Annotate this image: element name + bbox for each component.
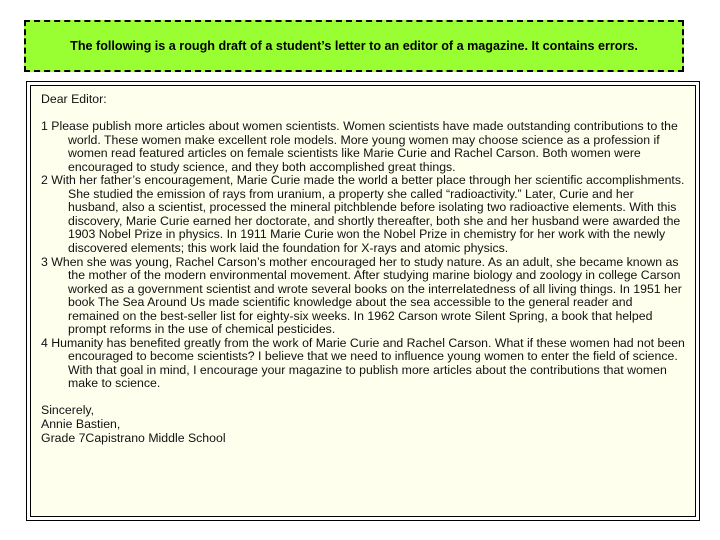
paragraph-2: 2 With her father’s encouragement, Marie Curie made the world a better place through her scientific accomplishments. She studied the emission of rays from uranium, a property she called “radioactivity.” Later, Curie and her husband, also a scientist, processed the mineral pitchblende before isolating two radioactive elements. With this discovery, Marie Curie earned her doctorate, and shortly thereafter, both she and her husband were awarded the 1903 Nobel Prize in physics. In 1911 Marie Curie won the Nobel Prize in chemistry for her work with the newly discovered elements; this work laid the foundation for X-rays and atomic physics. <box>41 173 685 255</box>
letter-grade-school: Grade 7Capistrano Middle School <box>41 430 226 445</box>
spacer <box>41 107 687 121</box>
paragraph-1: 1 Please publish more articles about women scientists. Women scientists have made outstanding contributions to the world. These women make excellent role models. More young women may choose science as a profession if women read featured articles on female scientists like Marie Curie and Rachel Carson. Both women were encouraged to study science, and they both accomplished great things. <box>41 119 678 174</box>
instruction-text: The following is a rough draft of a student’s letter to an editor of a magazine. It contains errors. <box>70 39 638 53</box>
letter-box <box>30 85 696 517</box>
instruction-banner <box>24 20 684 72</box>
paragraph-4: 4 Humanity has benefited greatly from the work of Marie Curie and Rachel Carson. What if these women had not been encouraged to become scientists? I believe that we need to influence young women to enter the field of science. With that goal in mind, I encourage your magazine to publish more articles about the contributions that women make to science. <box>41 335 685 391</box>
letter-greeting: Dear Editor: <box>41 92 107 106</box>
letter-closing: Sincerely, <box>41 403 95 418</box>
paragraph-3: 3 When she was young, Rachel Carson’s mother encouraged her to study nature. As an adult, she became known as the mother of the modern environmental movement. After studying marine biology and zoology in college Carson worked as a government scientist and wrote several books on the interrelatedness of all living things. In 1951 her book The Sea Around Us made scientific knowledge about the sea accessible to the general reader and remained on the best-seller list for eighty-six weeks. In 1962 Carson wrote Silent Spring, a book that helped prompt reforms in the use of chemical pesticides. <box>41 254 682 337</box>
letter-signature-name: Annie Bastien, <box>41 417 121 432</box>
letter-content <box>41 93 687 445</box>
spacer <box>41 391 687 405</box>
